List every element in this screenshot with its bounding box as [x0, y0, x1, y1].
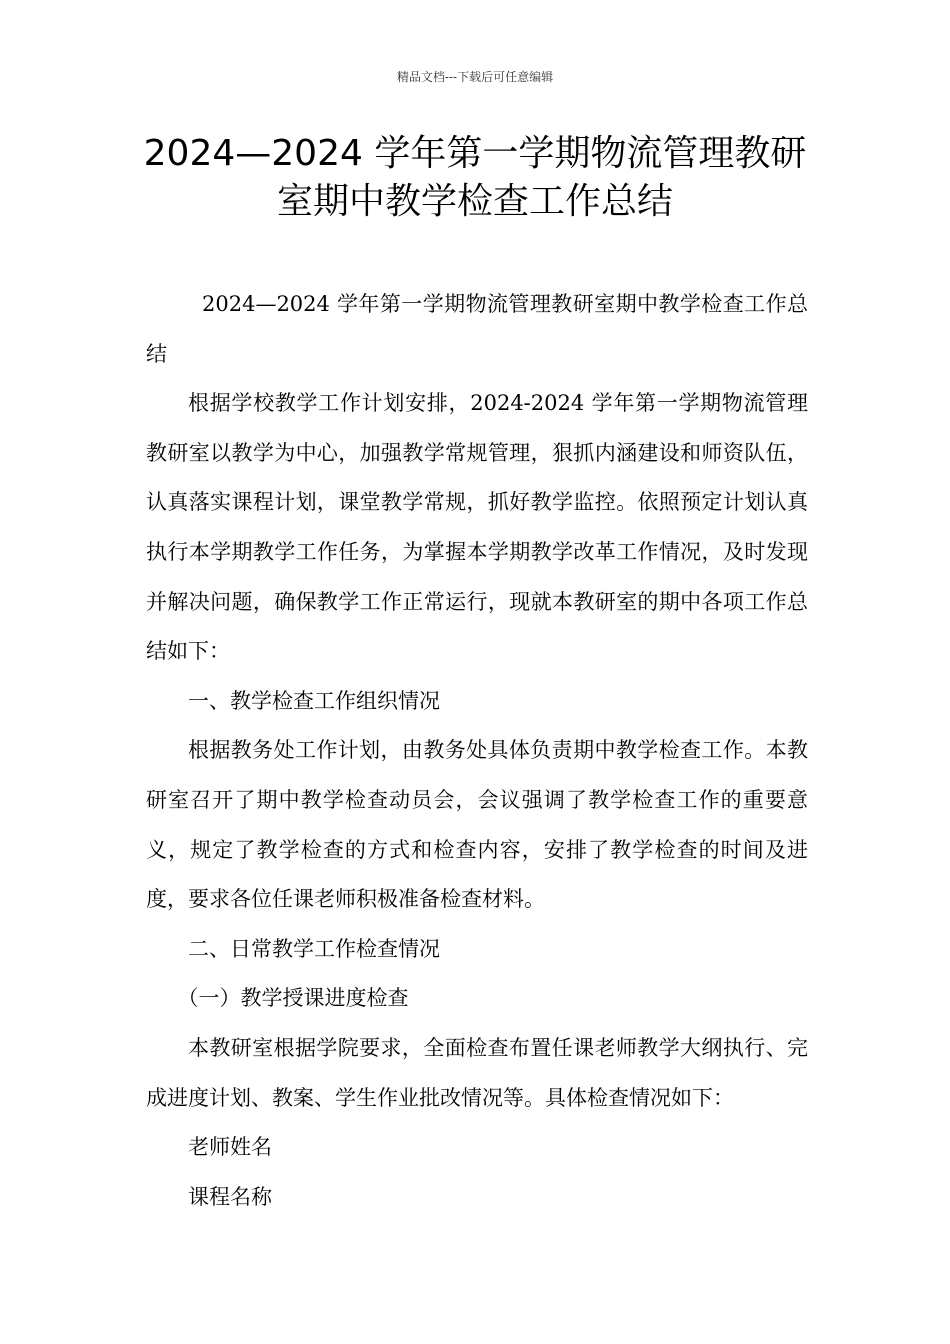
section-1-paragraph: 根据教务处工作计划，由教务处具体负责期中教学检查工作。本教研室召开了期中教学检查动员会，会议强调了教学检查工作的重要意义，规定了教学检查的方式和检查内容，安排了教学检查的时间及进度，要求各位任课老师积极准备检查材料。 — [146, 738, 808, 912]
section-heading-1: 一、教学检查工作组织情况 — [188, 688, 440, 713]
document-body — [146, 280, 808, 1222]
title-line-1: 2024—2024 学年第一学期物流管理教研 — [143, 133, 807, 174]
document-title — [120, 130, 830, 226]
teacher-name-label: 老师姓名 — [188, 1135, 272, 1160]
intro-paragraph: 2024—2024 学年第一学期物流管理教研室期中教学检查工作总结 — [146, 292, 808, 366]
title-line-2: 室期中教学检查工作总结 — [276, 181, 673, 222]
course-name-label: 课程名称 — [188, 1184, 272, 1209]
overview-paragraph: 根据学校教学工作计划安排，2024-2024 学年第一学期物流管理教研室以教学为中心，加强教学常规管理，狠抓内涵建设和师资队伍，认真落实课程计划，课堂教学常规，抓好教学监控。依照预定计划认真执行本学期教学工作任务，为掌握本学期教学改革工作情况，及时发现并解决问题，确保教学工作正常运行，现就本教研室的期中各项工作总结如下： — [146, 391, 808, 664]
subsection-2-1-paragraph: 本教研室根据学院要求，全面检查布置任课老师教学大纲执行、完成进度计划、教案、学生作业批改情况等。具体检查情况如下： — [146, 1035, 808, 1110]
header-note: 精品文档---下载后可任意编辑 — [396, 70, 554, 84]
subsection-heading-2-1: （一）教学授课进度检查 — [177, 986, 409, 1011]
section-heading-2: 二、日常教学工作检查情况 — [188, 936, 440, 961]
